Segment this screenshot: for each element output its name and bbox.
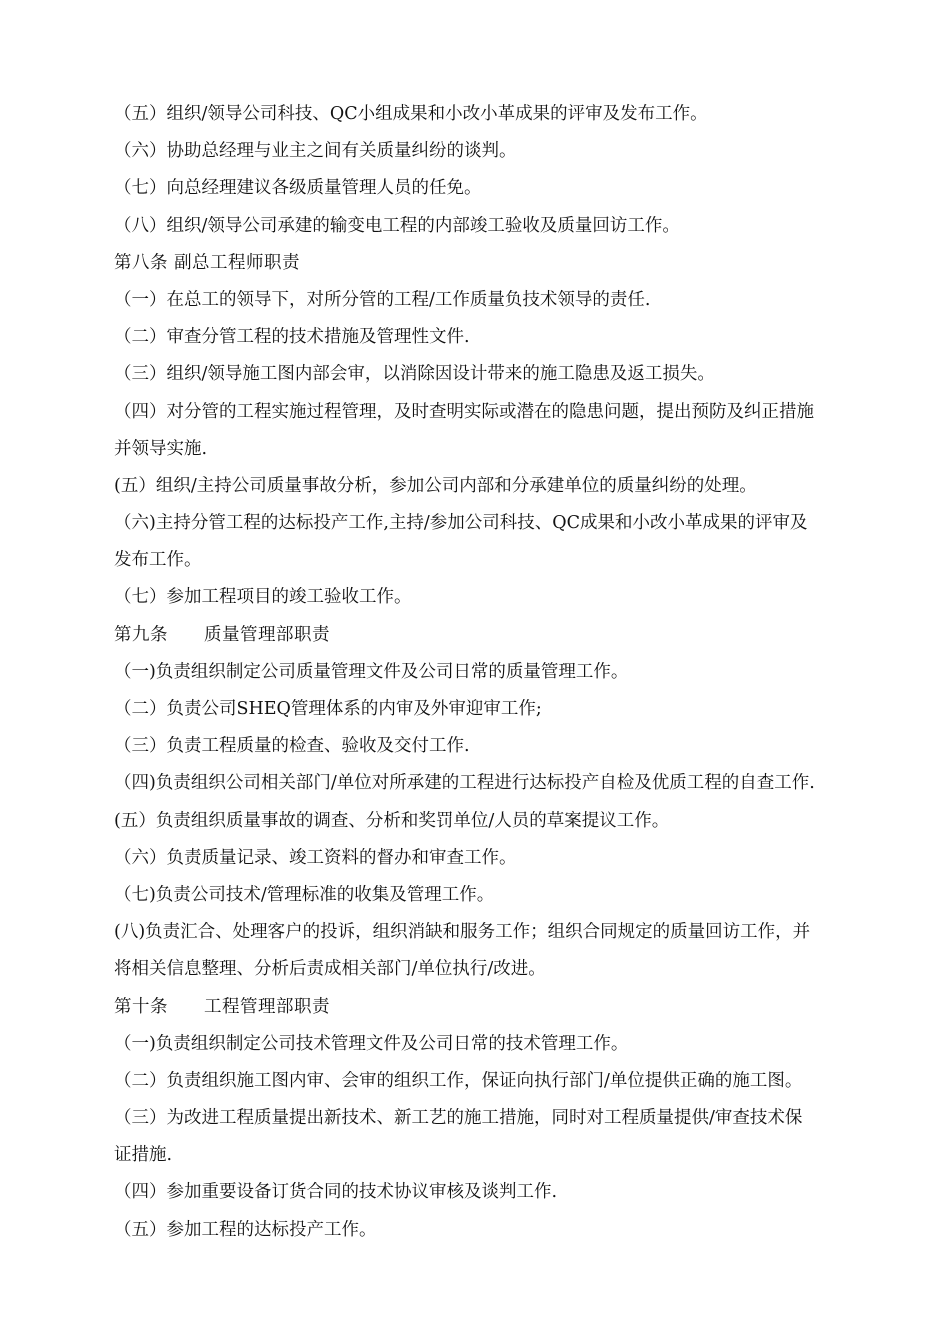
- article-9-item-2: （二）负责公司SHEQ管理体系的内审及外审迎审工作;: [114, 699, 542, 719]
- article-8-item-4: （四）对分管的工程实施过程管理，及时查明实际或潜在的隐患问题，提出预防及纠正措施: [114, 401, 814, 422]
- article-10-item-4: （四）参加重要设备订货合同的技术协议审核及谈判工作.: [114, 1182, 558, 1203]
- article-10-heading: 第十条 工程管理部职责: [114, 996, 330, 1017]
- article-8-item-3: （三）组织/领导施工图内部会审，以消除因设计带来的施工隐患及返工损失。: [114, 364, 715, 385]
- article-10-item-1: （一)负责组织制定公司技术管理文件及公司日常的技术管理工作。: [114, 1033, 629, 1054]
- article-10-item-3: （三）为改进工程质量提出新技术、新工艺的施工措施，同时对工程质量提供/审查技术保: [114, 1108, 803, 1129]
- article-9-item-5: (五）负责组织质量事故的调查、分析和奖罚单位/人员的草案提议工作。: [114, 810, 670, 831]
- article-8-item-1: （一）在总工的领导下，对所分管的工程/工作质量负技术领导的责任.: [114, 289, 651, 310]
- clause-item-5-qc-review: （五）组织/领导公司科技、QC小组成果和小改小革成果的评审及发布工作。: [114, 104, 708, 124]
- article-8-item-7: （七）参加工程项目的竣工验收工作。: [114, 587, 412, 608]
- article-9-heading: 第九条 质量管理部职责: [114, 624, 330, 645]
- article-10-item-3-cont: 证措施.: [114, 1145, 173, 1166]
- article-8-item-2: （二）审查分管工程的技术措施及管理性文件.: [114, 327, 470, 348]
- article-9-item-8: (八)负责汇合、处理客户的投诉，组织消缺和服务工作；组织合同规定的质量回访工作，并: [114, 922, 811, 943]
- article-8-item-4-cont: 并领导实施.: [114, 438, 208, 459]
- clause-item-7-appointment: （七）向总经理建议各级质量管理人员的任免。: [114, 178, 482, 199]
- article-9-item-8-cont: 将相关信息整理、分析后责成相关部门/单位执行/改进。: [114, 959, 546, 980]
- article-8-item-6: （六)主持分管工程的达标投产工作,主持/参加公司科技、QC成果和小改小革成果的评审及: [114, 513, 808, 534]
- article-8-item-5: (五）组织/主持公司质量事故分析，参加公司内部和分承建单位的质量纠纷的处理。: [114, 475, 757, 496]
- article-10-item-5: （五）参加工程的达标投产工作。: [114, 1219, 377, 1240]
- article-9-item-1: （一)负责组织制定公司质量管理文件及公司日常的质量管理工作。: [114, 661, 629, 682]
- article-8-heading: 第八条 副总工程师职责: [114, 252, 301, 273]
- article-8-item-6-cont: 发布工作。: [114, 550, 202, 571]
- article-9-item-4: （四)负责组织公司相关部门/单位对所承建的工程进行达标投产自检及优质工程的自查工作.: [114, 773, 815, 794]
- clause-item-8-acceptance: （八）组织/领导公司承建的输变电工程的内部竣工验收及质量回访工作。: [114, 215, 680, 236]
- clause-item-6-negotiation: （六）协助总经理与业主之间有关质量纠纷的谈判。: [114, 141, 517, 162]
- article-9-item-7: （七)负责公司技术/管理标准的收集及管理工作。: [114, 884, 495, 905]
- article-9-item-3: （三）负责工程质量的检查、验收及交付工作.: [114, 736, 470, 757]
- article-10-item-2: （二）负责组织施工图内审、会审的组织工作，保证向执行部门/单位提供正确的施工图。: [114, 1070, 803, 1091]
- article-9-item-6: （六）负责质量记录、竣工资料的督办和审查工作。: [114, 847, 517, 868]
- document-body: [114, 96, 896, 1249]
